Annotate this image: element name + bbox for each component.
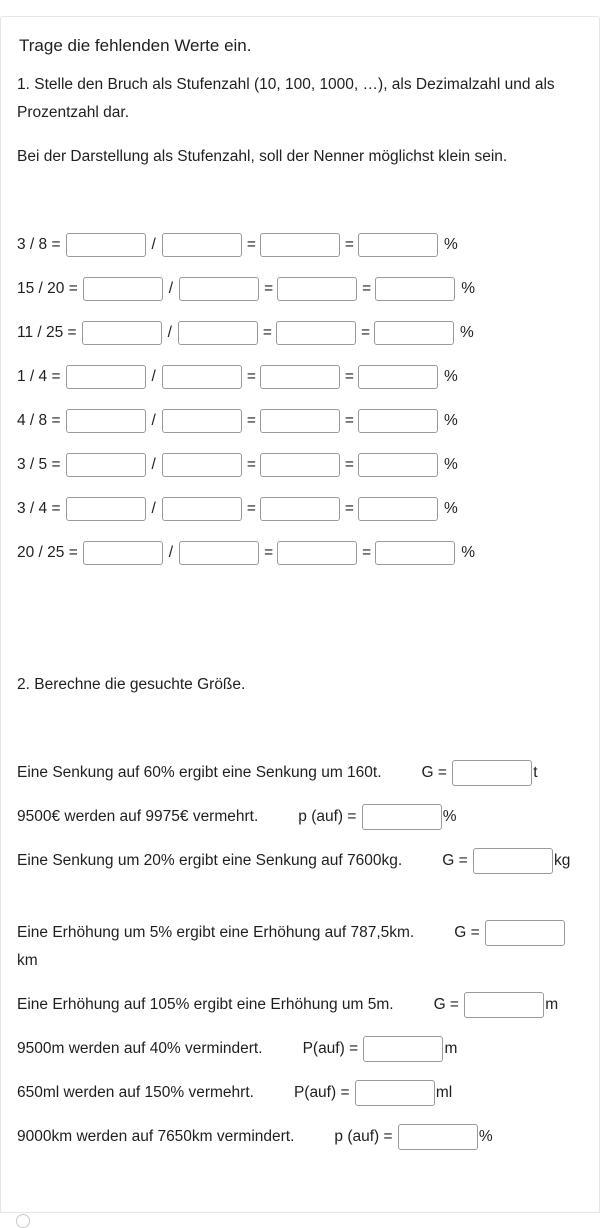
problem-text: 650ml werden auf 150% vermehrt. — [17, 1084, 254, 1101]
fraction-row — [17, 276, 475, 302]
equals-sign: = — [246, 368, 256, 385]
equals-sign: = — [262, 324, 272, 341]
task1-note: Bei der Darstellung als Stufenzahl, soll der Nenner möglichst klein sein. — [17, 148, 508, 165]
problem-unit: % — [442, 808, 457, 825]
fraction-row — [17, 320, 474, 346]
denominator-input[interactable] — [162, 497, 242, 521]
problem-variable: G = — [442, 852, 468, 869]
answer-input[interactable] — [485, 920, 565, 946]
denominator-input[interactable] — [178, 321, 258, 345]
numerator-input[interactable] — [66, 365, 146, 389]
problem-text: Eine Senkung auf 60% ergibt eine Senkung um 160t. — [17, 764, 382, 781]
problem-text: Eine Senkung um 20% ergibt eine Senkung auf 7600kg. — [17, 852, 403, 869]
problem-variable: G = — [421, 764, 447, 781]
percent-sign: % — [443, 500, 458, 517]
slash-sign: / — [151, 500, 156, 517]
denominator-input[interactable] — [179, 277, 259, 301]
problem-unit: m — [545, 996, 559, 1013]
fraction-label: 11 / 25 = — [17, 324, 77, 341]
equals-sign: = — [360, 324, 371, 341]
equals-sign: = — [264, 280, 274, 297]
slash-sign: / — [151, 368, 156, 385]
equals-sign: = — [246, 236, 256, 253]
numerator-input[interactable] — [82, 321, 162, 345]
fraction-label: 20 / 25 = — [17, 544, 78, 561]
exercise-panel — [0, 16, 600, 1213]
fraction-label: 3 / 4 = — [17, 500, 61, 517]
problem-unit: km — [17, 952, 38, 969]
percent-input[interactable] — [358, 497, 438, 521]
problem-unit: t — [533, 764, 538, 781]
denominator-input[interactable] — [162, 409, 242, 433]
numerator-input[interactable] — [66, 497, 146, 521]
slash-sign: / — [168, 544, 174, 561]
fraction-row — [17, 232, 458, 258]
exercise-title: Trage die fehlenden Werte ein. — [19, 36, 252, 55]
slash-sign: / — [151, 236, 156, 253]
answer-input[interactable] — [398, 1124, 478, 1150]
equals-sign: = — [362, 544, 372, 561]
problem-text: Eine Erhöhung auf 105% ergibt eine Erhöhung um 5m. — [17, 996, 394, 1013]
percent-sign: % — [443, 456, 458, 473]
problem-text: Eine Erhöhung um 5% ergibt eine Erhöhung auf 787,5km. — [17, 924, 415, 941]
equals-sign: = — [246, 412, 256, 429]
percent-sign: % — [461, 544, 475, 561]
fraction-row — [17, 408, 458, 434]
answer-input[interactable] — [473, 848, 553, 874]
denominator-input[interactable] — [179, 541, 259, 565]
percent-input[interactable] — [375, 277, 455, 301]
numerator-input[interactable] — [66, 233, 146, 257]
task1-instruction: 1. Stelle den Bruch als Stufenzahl (10, 100, 1000, …), als Dezimalzahl und als Prozentzahl dar. — [17, 76, 555, 121]
fraction-row — [17, 452, 458, 478]
decimal-input[interactable] — [260, 453, 340, 477]
equals-sign: = — [344, 236, 354, 253]
equals-sign: = — [344, 500, 354, 517]
percent-input[interactable] — [358, 409, 438, 433]
answer-input[interactable] — [363, 1036, 443, 1062]
problem-unit: m — [444, 1040, 458, 1057]
percent-sign: % — [460, 324, 474, 341]
percent-input[interactable] — [358, 453, 438, 477]
decimal-input[interactable] — [260, 409, 340, 433]
decimal-input[interactable] — [260, 497, 340, 521]
problem-variable: p (auf) = — [298, 808, 357, 825]
problem-item — [17, 919, 585, 975]
decimal-input[interactable] — [277, 541, 357, 565]
problem-variable: G = — [433, 996, 459, 1013]
slash-sign: / — [151, 456, 156, 473]
equals-sign: = — [344, 412, 354, 429]
percent-input[interactable] — [374, 321, 454, 345]
fraction-label: 3 / 5 = — [17, 456, 61, 473]
problem-variable: P(auf) = — [293, 1084, 350, 1101]
problem-unit: kg — [553, 852, 571, 869]
decimal-input[interactable] — [260, 233, 340, 257]
divider — [0, 1212, 600, 1213]
denominator-input[interactable] — [162, 453, 242, 477]
equals-sign: = — [362, 280, 372, 297]
equals-sign: = — [264, 544, 274, 561]
equals-sign: = — [246, 500, 256, 517]
fraction-label: 4 / 8 = — [17, 412, 61, 429]
numerator-input[interactable] — [83, 277, 163, 301]
answer-input[interactable] — [355, 1080, 435, 1106]
slash-sign: / — [167, 324, 172, 341]
percent-sign: % — [443, 236, 458, 253]
problem-text: 9000km werden auf 7650km vermindert. — [17, 1128, 295, 1145]
problem-item — [17, 1035, 585, 1063]
decimal-input[interactable] — [260, 365, 340, 389]
problem-item — [17, 1123, 585, 1151]
equals-sign: = — [344, 368, 354, 385]
answer-input[interactable] — [452, 760, 532, 786]
problem-item — [17, 1079, 585, 1107]
denominator-input[interactable] — [162, 365, 242, 389]
fraction-label: 3 / 8 = — [17, 236, 61, 253]
fraction-row — [17, 364, 458, 390]
problem-item — [17, 803, 585, 831]
problem-text: 9500€ werden auf 9975€ vermehrt. — [17, 808, 259, 825]
equals-sign: = — [344, 456, 354, 473]
problem-unit: % — [478, 1128, 493, 1145]
task2-instruction: 2. Berechne die gesuchte Größe. — [17, 676, 246, 693]
percent-sign: % — [443, 368, 458, 385]
answer-input[interactable] — [362, 804, 442, 830]
decimal-input[interactable] — [277, 277, 357, 301]
problem-variable: P(auf) = — [302, 1040, 359, 1057]
problem-item — [17, 991, 585, 1019]
percent-input[interactable] — [358, 233, 438, 257]
decimal-input[interactable] — [276, 321, 356, 345]
denominator-input[interactable] — [162, 233, 242, 257]
problem-variable: G = — [454, 924, 480, 941]
problem-item — [17, 847, 585, 875]
numerator-input[interactable] — [66, 453, 146, 477]
radio-icon[interactable] — [16, 1214, 30, 1228]
fraction-label: 15 / 20 = — [17, 280, 78, 297]
problem-variable: p (auf) = — [334, 1128, 393, 1145]
problem-item — [17, 759, 585, 787]
problem-unit: ml — [435, 1084, 453, 1101]
answer-input[interactable] — [464, 992, 544, 1018]
equals-sign: = — [246, 456, 256, 473]
fraction-row — [17, 540, 475, 566]
fraction-row — [17, 496, 458, 522]
percent-sign: % — [461, 280, 475, 297]
percent-input[interactable] — [358, 365, 438, 389]
slash-sign: / — [151, 412, 156, 429]
percent-sign: % — [443, 412, 458, 429]
slash-sign: / — [168, 280, 174, 297]
problem-text: 9500m werden auf 40% vermindert. — [17, 1040, 263, 1057]
percent-input[interactable] — [375, 541, 455, 565]
fraction-label: 1 / 4 = — [17, 368, 61, 385]
numerator-input[interactable] — [66, 409, 146, 433]
numerator-input[interactable] — [83, 541, 163, 565]
